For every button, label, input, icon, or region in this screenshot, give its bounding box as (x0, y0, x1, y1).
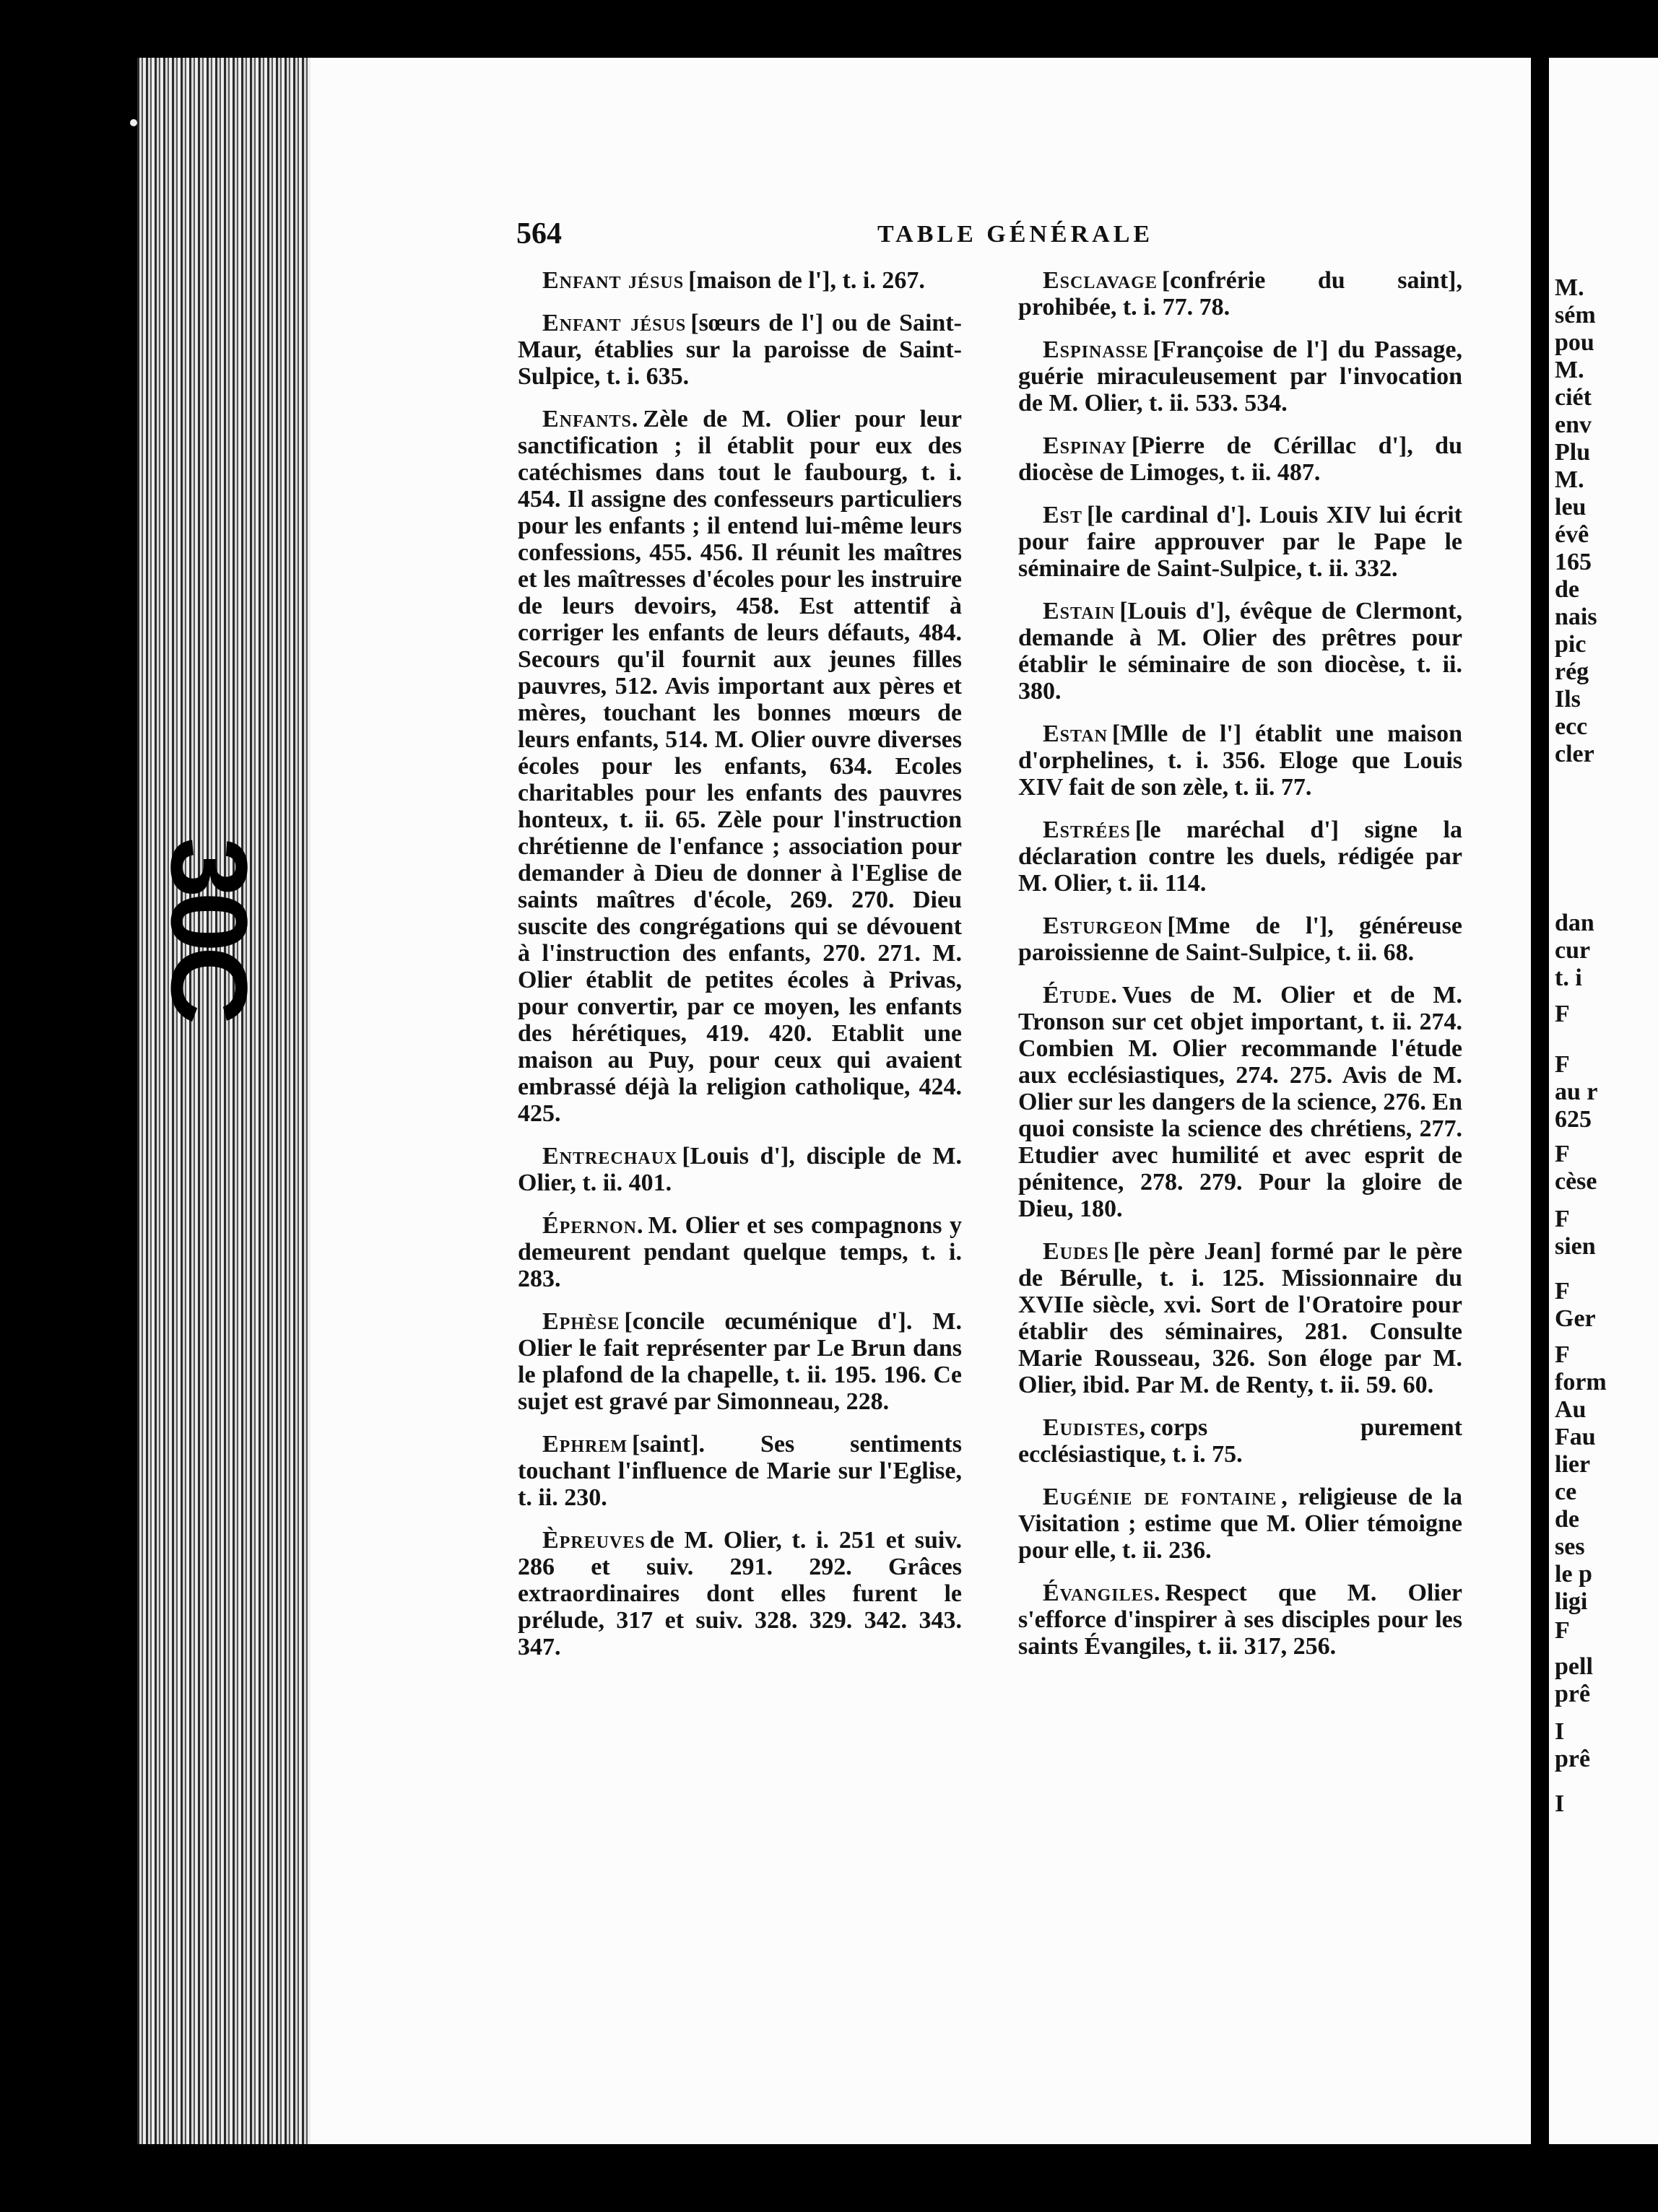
left-column (518, 267, 962, 1676)
facing-page-fragment: sém (1555, 302, 1596, 328)
entry-text: [le père Jean] formé par le père de Bérulle, t. i. 125. Missionnaire du XVIIe siècle, xvi. Sort de l'Oratoire pour établir des séminaires, 281. Consulte Marie Rousseau, 326. Son éloge par M. Olier, ibid. Par M. de Renty, t. ii. 59. 60. (1018, 1238, 1462, 1398)
facing-page-fragment: F (1555, 1278, 1570, 1305)
index-entry (518, 406, 962, 1127)
entry-text: , religieuse de la Visitation ; estime que M. Olier témoigne pour elle, t. ii. 236. (1018, 1484, 1462, 1564)
entry-text: [le cardinal d']. Louis XIV lui écrit pour faire approuver par le Pape le séminaire de Saint-Sulpice, t. ii. 332. (1018, 502, 1462, 582)
entry-head: Espinay (1043, 432, 1127, 459)
facing-page-fragment: form (1555, 1369, 1607, 1395)
entry-head: Ephèse (542, 1308, 620, 1335)
index-entry (518, 267, 962, 294)
index-entry (1018, 982, 1462, 1222)
facing-page-fragment: prê (1555, 1681, 1591, 1707)
entry-text: [confrérie du saint], prohibée, t. i. 77. 78. (1018, 267, 1462, 321)
facing-page-fragment: F (1555, 1341, 1570, 1368)
facing-page-fragment: M. (1555, 274, 1584, 301)
entry-text: de M. Olier, t. i. 251 et suiv. 286 et suiv. 291. 292. Grâces extraordinaires dont elles furent le prélude, 317 et suiv. 328. 329. 342. 343. 347. (518, 1527, 962, 1660)
facing-page-fragment: Ger (1555, 1305, 1596, 1332)
facing-page-fragment: cèse (1555, 1168, 1597, 1195)
facing-page-fragment: Fau (1555, 1424, 1596, 1450)
index-entry (1018, 1414, 1462, 1468)
book-page-edge (137, 58, 311, 2144)
facing-page-fragment: F (1555, 1617, 1570, 1644)
facing-page-fragment: Au (1555, 1396, 1587, 1423)
facing-page-fragment: Plu (1555, 439, 1591, 466)
page-number: 564 (516, 217, 562, 251)
index-entry (1018, 913, 1462, 966)
entry-text: Zèle de M. Olier pour leur sanctification ; il établit pour eux des catéchismes dans tout le faubourg, t. i. 454. Il assigne des confesseurs particuliers pour les enfants ; il entend lui-même leurs confessions, 455. 456. Il réunit les maîtres et les maîtresses d'écoles pour les instruire de leurs devoirs, 458. Est attentif à corriger les enfants de leurs défauts, 484. Secours qu'il fournit aux jeunes filles pauvres, 512. Avis important aux pères et mères, touchant les bonnes mœurs de leurs enfants, 514. M. Olier ouvre diverses écoles pour les enfants, 634. Ecoles charitables pour les enfants des pauvres honteux, t. ii. 65. Zèle pour l'instruction chrétienne de l'enfance ; association pour demander à Dieu de donner à l'Eglise de saints maîtres d'école, 269. 270. Dieu suscite des congrégations qui se dévouent à l'instruction des enfants, 270. 271. M. Olier établit de petites écoles à Privas, pour convertir, par ce moyen, les enfants des hérétiques, 419. 420. Etablit une maison au Puy, pour ceux qui avaient embrassé déjà la religion catholique, 424. 425. (518, 406, 962, 1127)
facing-page-fragment: F (1555, 1206, 1570, 1232)
facing-page-fragment: au r (1555, 1079, 1598, 1105)
entry-text: [Mlle de l'] établit une maison d'orphelines, t. i. 356. Eloge que Louis XIV fait de son zèle, t. ii. 77. (1018, 720, 1462, 801)
facing-page-fragment: cur (1555, 937, 1591, 964)
facing-page-fragment: nais (1555, 604, 1597, 630)
facing-page-fragment: ecc (1555, 713, 1588, 740)
facing-page-fragment: 165 (1555, 549, 1592, 575)
index-entry (518, 1431, 962, 1511)
index-entry (518, 1308, 962, 1415)
facing-page-fragment: ligi (1555, 1588, 1588, 1615)
facing-page-fragment: prê (1555, 1746, 1591, 1772)
index-entry (1018, 720, 1462, 801)
facing-page-fragment: pell (1555, 1653, 1593, 1680)
index-entry (1018, 598, 1462, 705)
facing-page-fragment: F (1555, 1141, 1570, 1167)
facing-page-fragment: M. (1555, 357, 1584, 383)
page-header (516, 217, 1433, 253)
entry-text: M. Olier et ses compagnons y demeurent pendant quelque temps, t. i. 283. (518, 1212, 962, 1292)
entry-text: [Pierre de Cérillac d'], du diocèse de Limoges, t. ii. 487. (1018, 432, 1462, 486)
facing-page-fragment: ciét (1555, 384, 1592, 411)
entry-head: Estan (1043, 720, 1108, 747)
entry-head: Entrechaux (542, 1143, 678, 1170)
entry-text: corps purement ecclésiastique, t. i. 75. (1018, 1414, 1462, 1468)
entry-text: Vues de M. Olier et de M. Tronson sur cet objet important, t. ii. 274. Combien M. Olier recommande l'étude aux ecclésiastiques, 274. 275. Avis de M. Olier sur les dangers de la science, 276. En quoi consiste la science des chrétiens, 277. Etudier avec humilité et avec esprit de pénitence, 278. 279. Pour la gloire de Dieu, 180. (1018, 982, 1462, 1222)
entry-head: Eudes (1043, 1238, 1109, 1265)
index-entry (518, 310, 962, 390)
facing-page-fragment: 625 (1555, 1106, 1592, 1133)
facing-page-fragment: cler (1555, 741, 1594, 767)
right-column (1018, 267, 1462, 1676)
facing-page-fragment: Ils (1555, 686, 1581, 713)
facing-page-fragment: ses (1555, 1533, 1585, 1560)
entry-head: Évangiles. (1043, 1580, 1161, 1606)
speck (130, 119, 137, 126)
edge-stamp: 30C (149, 837, 270, 1019)
right-page (1549, 58, 1658, 2144)
index-entry (1018, 1484, 1462, 1564)
facing-page-fragment: I (1555, 1718, 1565, 1745)
facing-page-fragment: rég (1555, 658, 1589, 685)
entry-text: [concile œcuménique d']. M. Olier le fait représenter par Le Brun dans le plafond de la chapelle, t. ii. 195. 196. Ce sujet est gravé par Simonneau, 228. (518, 1308, 962, 1415)
entry-head: Estrées (1043, 817, 1131, 843)
entry-text: [Louis d'], disciple de M. Olier, t. ii. 401. (518, 1143, 962, 1196)
entry-head: Enfant jésus (542, 310, 687, 336)
gutter (1531, 58, 1549, 2144)
facing-page-fragment: de (1555, 1506, 1579, 1533)
index-entry (1018, 1238, 1462, 1398)
facing-page-fragment: F (1555, 1001, 1570, 1027)
facing-page-fragment: leu (1555, 494, 1587, 521)
entry-text: [Françoise de l'] du Passage, guérie miraculeusement par l'invocation de M. Olier, t. ii. 533. 534. (1018, 336, 1462, 417)
entry-head: Eugénie de fontaine (1043, 1484, 1277, 1510)
running-head: TABLE GÉNÉRALE (877, 221, 1154, 248)
entry-head: Eudistes, (1043, 1414, 1146, 1441)
facing-page-fragment: pic (1555, 631, 1587, 658)
facing-page-fragment: M. (1555, 466, 1584, 493)
entry-text: Respect que M. Olier s'efforce d'inspirer à ses disciples pour les saints Évangiles, t. ii. 317, 256. (1018, 1580, 1462, 1660)
entry-head: Enfant jésus (542, 267, 685, 294)
index-entry (1018, 267, 1462, 321)
entry-head: Esclavage (1043, 267, 1158, 294)
entry-head: Ephrem (542, 1431, 628, 1458)
entry-head: Épernon. (542, 1212, 644, 1239)
facing-page-fragment: sien (1555, 1233, 1596, 1260)
index-entry (1018, 336, 1462, 417)
facing-page-fragment: ce (1555, 1479, 1577, 1505)
entry-head: Esturgeon (1043, 913, 1163, 939)
facing-page-fragment: I (1555, 1790, 1565, 1817)
entry-head: Étude. (1043, 982, 1118, 1009)
index-entry (1018, 432, 1462, 486)
entry-head: Èpreuves (542, 1527, 646, 1554)
index-entry (518, 1143, 962, 1196)
facing-page-fragment: évê (1555, 521, 1589, 548)
entry-head: Espinasse (1043, 336, 1149, 363)
facing-page-fragment: F (1555, 1051, 1570, 1078)
entry-head: Enfants. (542, 406, 639, 432)
facing-page-fragment: t. i (1555, 965, 1582, 991)
facing-page-fragment: lier (1555, 1451, 1591, 1478)
entry-head: Est (1043, 502, 1083, 528)
facing-page-fragment: de (1555, 576, 1579, 603)
entry-text: [le maréchal d'] signe la déclaration contre les duels, rédigée par M. Olier, t. ii. 114. (1018, 817, 1462, 897)
facing-page-fragment: le p (1555, 1561, 1592, 1588)
index-entry (1018, 502, 1462, 582)
facing-page-fragment: dan (1555, 910, 1594, 936)
index-entry (1018, 817, 1462, 897)
entry-text: [sœurs de l'] ou de Saint-Maur, établies sur la paroisse de Saint-Sulpice, t. i. 635. (518, 310, 962, 390)
index-entry (518, 1212, 962, 1292)
entry-text: [Mme de l'], généreuse paroissienne de Saint-Sulpice, t. ii. 68. (1018, 913, 1462, 966)
facing-page-fragment: pou (1555, 329, 1594, 356)
entry-text: [saint]. Ses sentiments touchant l'influence de Marie sur l'Eglise, t. ii. 230. (518, 1431, 962, 1511)
entry-head: Estain (1043, 598, 1116, 624)
index-entry (518, 1527, 962, 1660)
entry-text: [Louis d'], évêque de Clermont, demande à M. Olier des prêtres pour établir le séminaire de son diocèse, t. ii. 380. (1018, 598, 1462, 705)
index-entry (1018, 1580, 1462, 1660)
facing-page-fragment: env (1555, 412, 1592, 438)
entry-text: [maison de l'], t. i. 267. (688, 267, 925, 294)
